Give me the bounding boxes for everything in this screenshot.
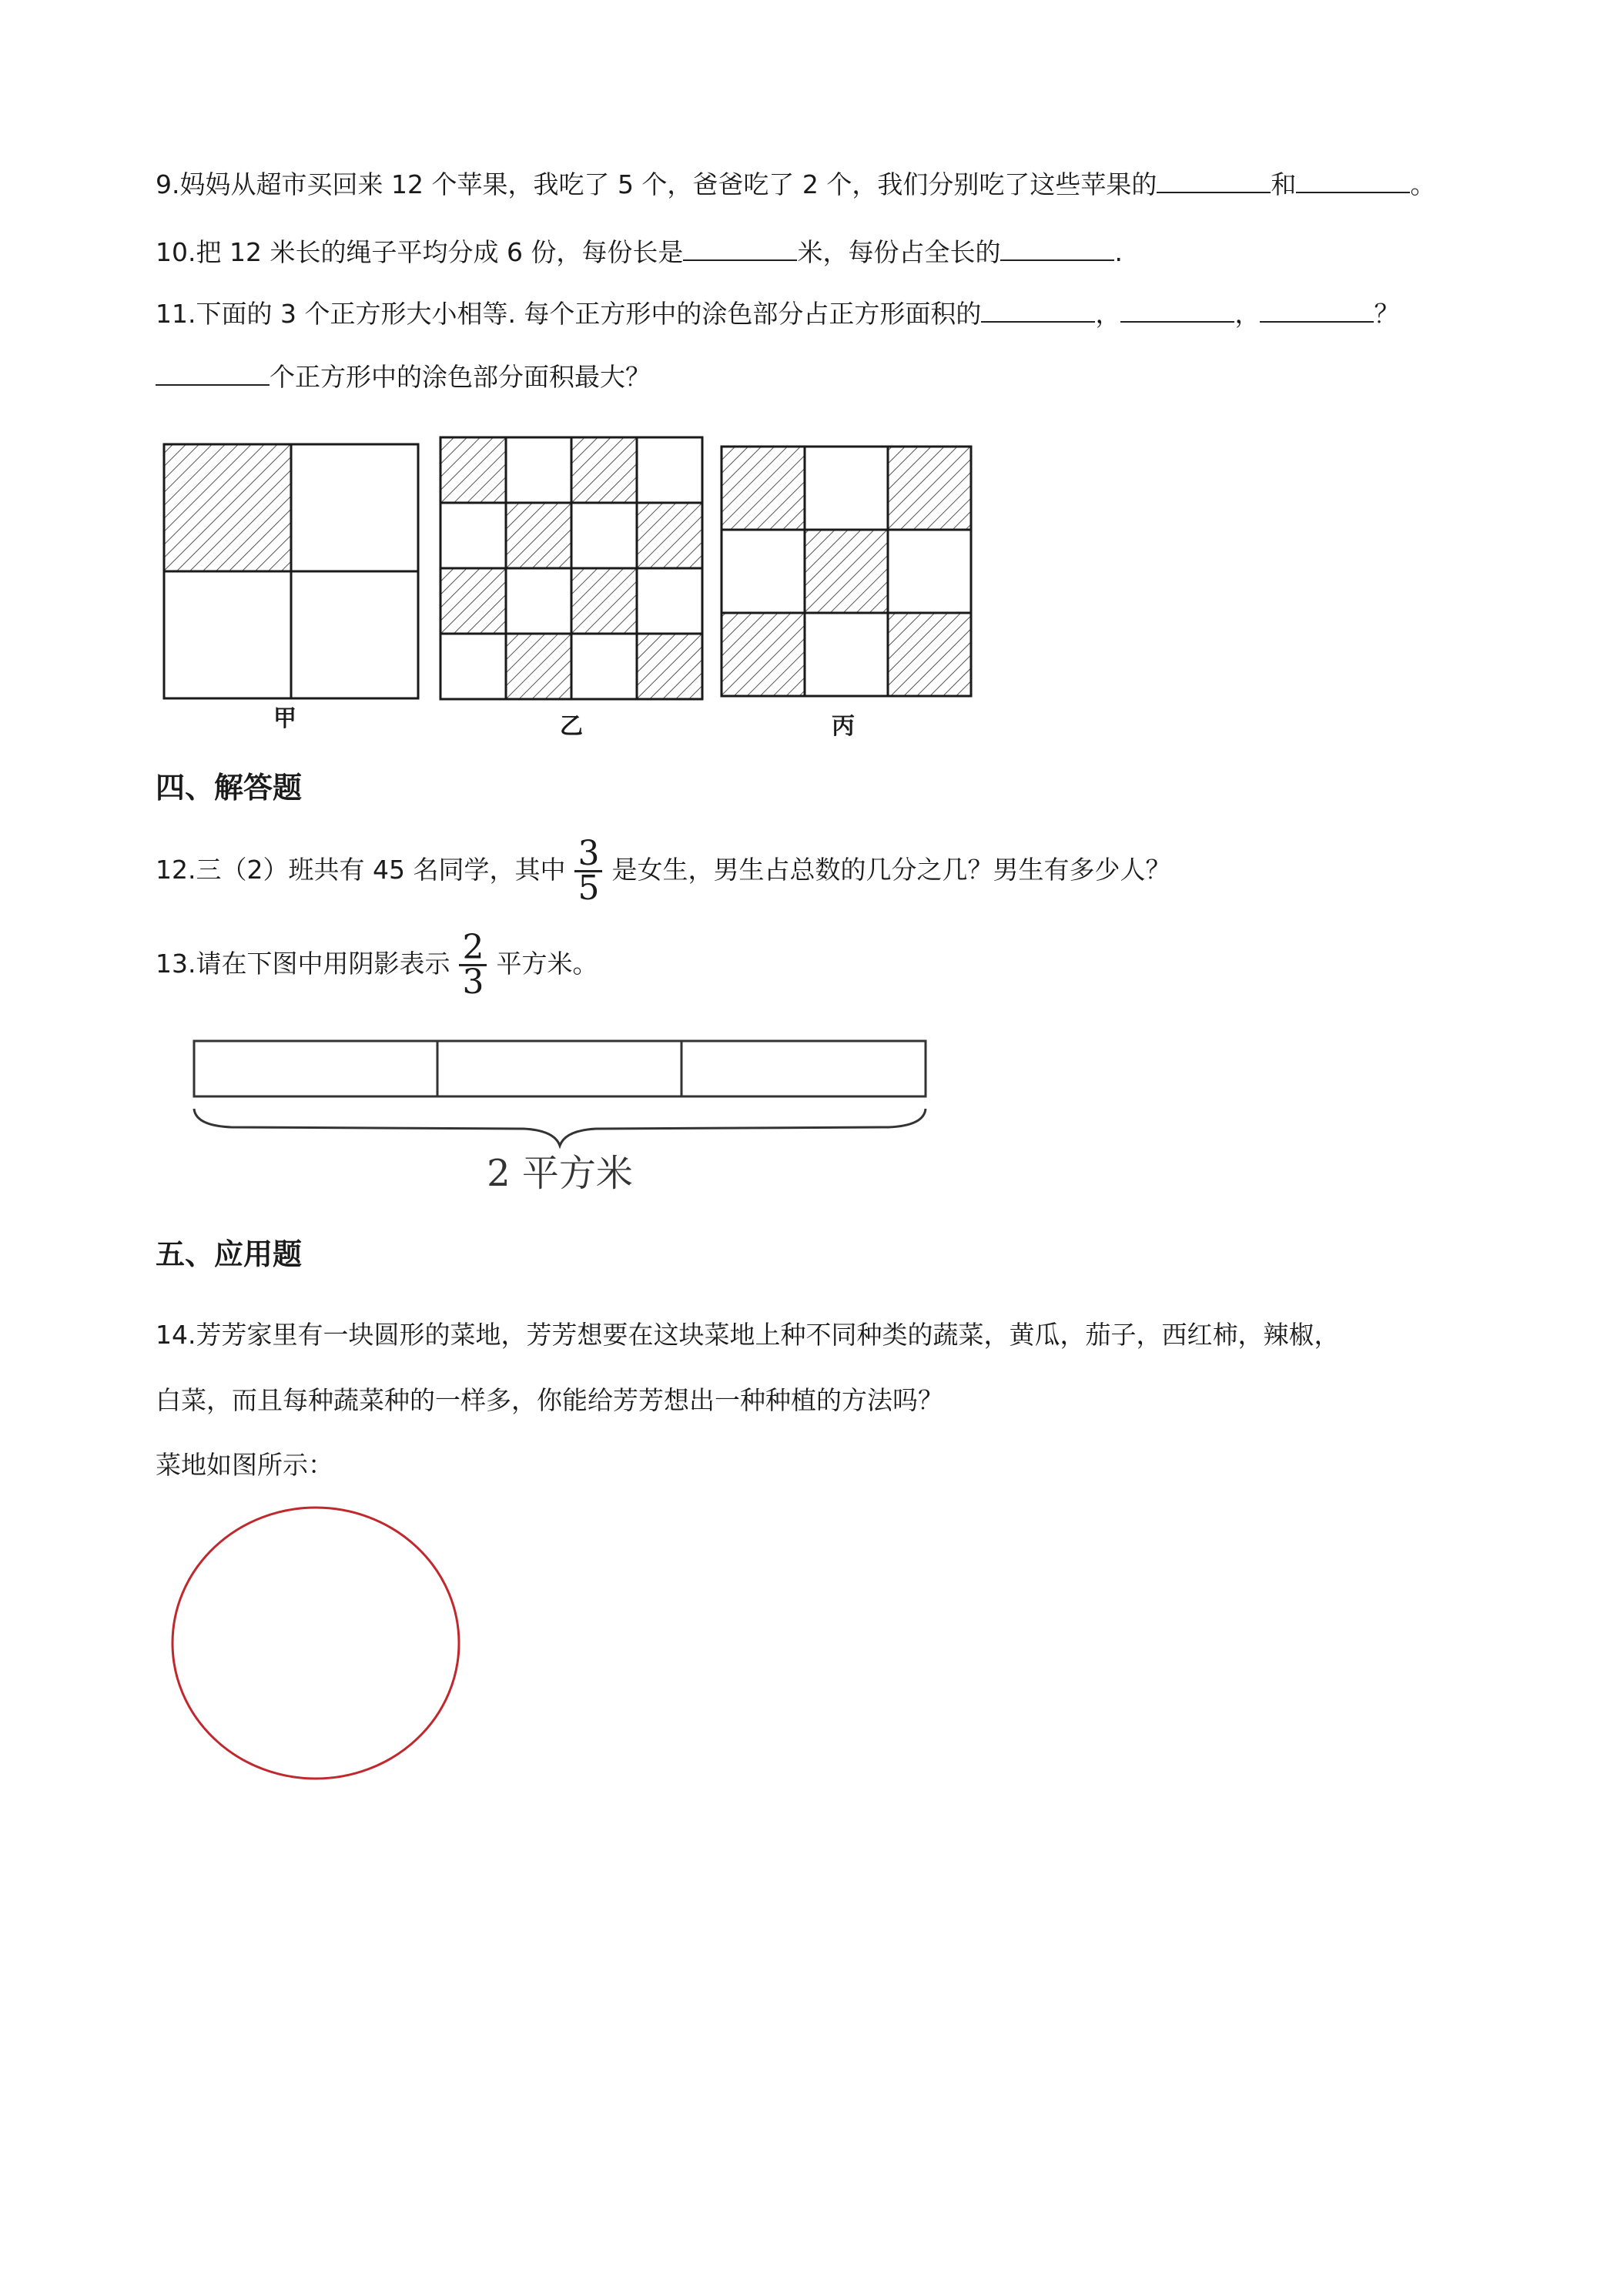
q11-blank-4[interactable] [156, 361, 270, 386]
square-bing-shaded-cell [805, 530, 888, 613]
q13-bar-figure [185, 1032, 939, 1209]
section-4-title: 四、解答题 [156, 771, 303, 805]
question-12 [156, 834, 1171, 908]
q13-fraction: $\frac{2}{3}$ [459, 932, 487, 999]
q12-text: 12.三（2）班共有 45 名同学，其中 [156, 855, 566, 885]
q11-sep-2: ， [1234, 299, 1261, 329]
square-yi-shaded-cell [637, 503, 702, 568]
question-9 [156, 168, 1435, 202]
question-14-line-1: 14.芳芳家里有一块圆形的菜地，芳芳想要在这块菜地上种不同种类的蔬菜，黄瓜，茄子，西红柿，辣椒， [156, 1320, 1340, 1350]
square-yi-shaded-cell [440, 437, 506, 503]
vegetable-garden-circle[interactable] [166, 1501, 466, 1786]
q11-blank-1[interactable] [981, 298, 1095, 323]
square-yi-shaded-cell [571, 568, 637, 634]
question-11-line-2 [156, 360, 651, 394]
square-yi [440, 437, 702, 740]
q13-text: 13.请在下图中用阴影表示 [156, 949, 450, 979]
q11-blank-2[interactable] [1120, 298, 1234, 323]
square-yi-shaded-cell [571, 437, 637, 503]
q11-end-1: ？ [1374, 299, 1400, 329]
q10-end: . [1114, 237, 1123, 267]
square-bing [722, 447, 971, 740]
square-bing-shaded-cell [722, 447, 805, 530]
square-yi-shaded-cell [440, 568, 506, 634]
bar-label: 2 平方米 [487, 1152, 633, 1195]
q10-mid: 米，每份占全长的 [797, 237, 1001, 267]
square-bing-shaded-cell [888, 613, 971, 696]
square-jia [164, 444, 418, 732]
brace [194, 1109, 926, 1146]
question-11-line-1 [156, 297, 1399, 331]
q9-text: 9.妈妈从超市买回来 12 个苹果，我吃了 5 个，爸爸吃了 2 个，我们分别吃了这些苹果的 [156, 169, 1157, 199]
section-5-title: 五、应用题 [156, 1237, 303, 1271]
q11-sep-1: ， [1095, 299, 1121, 329]
question-10 [156, 236, 1123, 269]
q11-squares-figure [154, 423, 986, 747]
square-bing-shaded-cell [722, 613, 805, 696]
q12-text-2: 是女生，男生占总数的几分之几？男生有多少人？ [611, 855, 1171, 885]
q10-text: 10.把 12 米长的绳子平均分成 6 份，每份长是 [156, 237, 684, 267]
square-yi-shaded-cell [506, 634, 571, 699]
q11-blank-3[interactable] [1260, 298, 1374, 323]
label-yi: 乙 [560, 713, 583, 740]
square-jia-shaded-cell [164, 444, 291, 571]
q11-text-2: 个正方形中的涂色部分面积最大？ [270, 362, 651, 392]
question-14-line-3: 菜地如图所示： [156, 1450, 333, 1480]
q10-blank-1[interactable] [683, 236, 797, 261]
q13-text-2: 平方米。 [496, 949, 598, 979]
q12-fraction: $\frac{3}{5}$ [574, 838, 602, 905]
label-bing: 丙 [832, 713, 855, 740]
square-yi-shaded-cell [506, 503, 571, 568]
q9-and: 和 [1271, 169, 1297, 199]
square-bing-shaded-cell [888, 447, 971, 530]
question-13 [156, 928, 598, 1002]
q9-blank-2[interactable] [1296, 169, 1410, 193]
q13-bar[interactable] [194, 1041, 926, 1096]
square-yi-shaded-cell [637, 634, 702, 699]
q11-text: 11.下面的 3 个正方形大小相等. 每个正方形中的涂色部分占正方形面积的 [156, 299, 982, 329]
q9-blank-1[interactable] [1157, 169, 1271, 193]
q9-end: 。 [1410, 169, 1436, 199]
q10-blank-2[interactable] [1000, 236, 1114, 261]
label-jia: 甲 [273, 705, 296, 732]
question-14-line-2: 白菜，而且每种蔬菜种的一样多，你能给芳芳想出一种种植的方法吗？ [156, 1385, 943, 1415]
